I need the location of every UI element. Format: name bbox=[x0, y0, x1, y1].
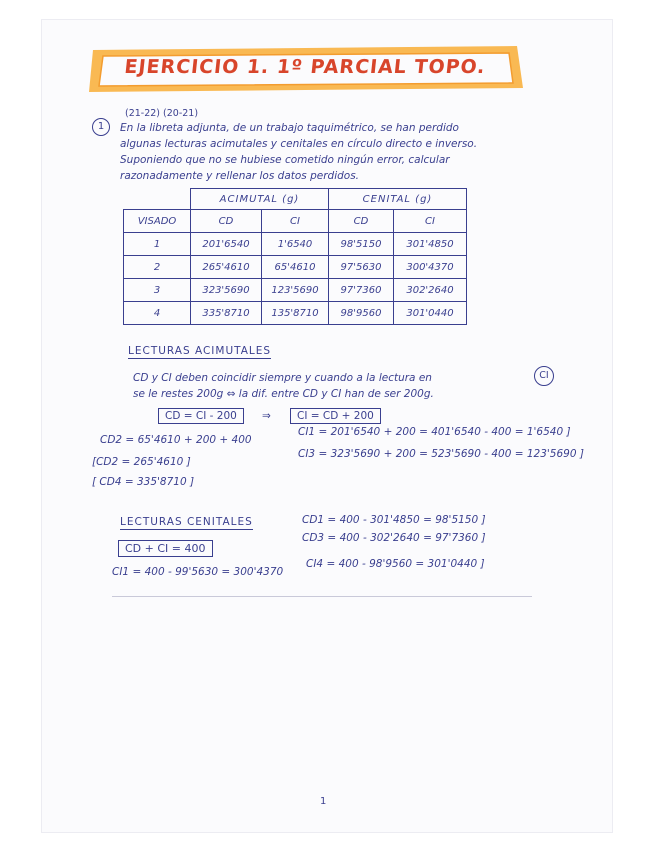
table-cell: 65'4610 bbox=[262, 256, 329, 279]
table-cell: 265'4610 bbox=[191, 256, 262, 279]
col-header-ci-cenital: CI bbox=[394, 210, 467, 233]
table-row bbox=[124, 256, 467, 279]
table-cell: 302'2640 bbox=[394, 279, 467, 302]
col-header-cd-cenital: CD bbox=[329, 210, 394, 233]
azimuth-heading: LECTURAS ACIMUTALES bbox=[128, 345, 272, 357]
formula-cd-from-ci: CD = CI - 200 bbox=[158, 408, 244, 424]
statement-line-1: En la libreta adjunta, de un trabajo taquimétrico, se han perdido bbox=[120, 122, 459, 134]
calc-cd1: CD1 = 400 - 301'4850 = 98'5150 ] bbox=[302, 514, 486, 526]
table-cell: 98'5150 bbox=[329, 233, 394, 256]
calc-cd4-result: [ CD4 = 335'8710 ] bbox=[92, 476, 195, 488]
table-corner bbox=[124, 189, 191, 210]
table-cell: 301'4850 bbox=[394, 233, 467, 256]
table-cell: 2 bbox=[124, 256, 191, 279]
table-cell: 201'6540 bbox=[191, 233, 262, 256]
formula-ci-from-cd: CI = CD + 200 bbox=[290, 408, 381, 424]
formula-zenith-sum: CD + CI = 400 bbox=[118, 540, 213, 557]
table-cell: 123'5690 bbox=[262, 279, 329, 302]
calc-cd3: CD3 = 400 - 302'2640 = 97'7360 ] bbox=[302, 532, 486, 544]
title-banner bbox=[85, 44, 525, 94]
calc-cd2-step: CD2 = 65'4610 + 200 + 400 bbox=[100, 434, 252, 446]
table-row bbox=[124, 302, 467, 325]
group-header-cenital: CENITAL (g) bbox=[329, 189, 467, 210]
table-cell: 300'4370 bbox=[394, 256, 467, 279]
col-header-ci-acimutal: CI bbox=[262, 210, 329, 233]
col-header-visado: VISADO bbox=[124, 210, 191, 233]
divider-line bbox=[112, 596, 532, 597]
table-cell: 98'9560 bbox=[329, 302, 394, 325]
calc-ci4-zenith: CI4 = 400 - 98'9560 = 301'0440 ] bbox=[306, 558, 485, 570]
calc-ci3: CI3 = 323'5690 + 200 = 523'5690 - 400 = 123'5690 ] bbox=[298, 448, 584, 460]
statement-line-4: razonadamente y rellenar los datos perdidos. bbox=[120, 170, 360, 182]
table-cell: 335'8710 bbox=[191, 302, 262, 325]
circled-ci: CI bbox=[534, 366, 554, 386]
calc-cd2-result: [CD2 = 265'4610 ] bbox=[92, 456, 191, 468]
page-title: EJERCICIO 1. 1º PARCIAL TOPO. bbox=[123, 56, 487, 78]
zenith-heading: LECTURAS CENITALES bbox=[120, 516, 253, 528]
calc-ci1: CI1 = 201'6540 + 200 = 401'6540 - 400 = 1'6540 ] bbox=[298, 426, 571, 438]
azimuth-explanation-2: se le restes 200g ⇔ la dif. entre CD y CI han de ser 200g. bbox=[133, 388, 434, 400]
table-cell: 1 bbox=[124, 233, 191, 256]
survey-table bbox=[123, 188, 467, 325]
col-header-cd-acimutal: CD bbox=[191, 210, 262, 233]
table-cell: 3 bbox=[124, 279, 191, 302]
table-cell: 4 bbox=[124, 302, 191, 325]
table-cell: 97'7360 bbox=[329, 279, 394, 302]
table-row bbox=[124, 233, 467, 256]
azimuth-explanation-1: CD y CI deben coincidir siempre y cuando a la lectura en bbox=[133, 372, 432, 384]
table-cell: 323'5690 bbox=[191, 279, 262, 302]
table-cell: 135'8710 bbox=[262, 302, 329, 325]
question-number: 1 bbox=[92, 118, 110, 136]
table-cell: 1'6540 bbox=[262, 233, 329, 256]
page-number: 1 bbox=[320, 796, 327, 807]
table-row bbox=[124, 279, 467, 302]
table-cell: 301'0440 bbox=[394, 302, 467, 325]
statement-line-3: Suponiendo que no se hubiese cometido ningún error, calcular bbox=[120, 154, 450, 166]
table-column-header-row bbox=[124, 210, 467, 233]
table-group-header-row bbox=[124, 189, 467, 210]
statement-line-2: algunas lecturas acimutales y cenitales en círculo directo e inverso. bbox=[120, 138, 478, 150]
group-header-acimutal: ACIMUTAL (g) bbox=[191, 189, 329, 210]
arrow-implies: ⇒ bbox=[262, 410, 271, 422]
question-years: (21-22) (20-21) bbox=[125, 108, 199, 119]
table-cell: 97'5630 bbox=[329, 256, 394, 279]
calc-ci1-zenith: CI1 = 400 - 99'5630 = 300'4370 bbox=[112, 566, 284, 578]
